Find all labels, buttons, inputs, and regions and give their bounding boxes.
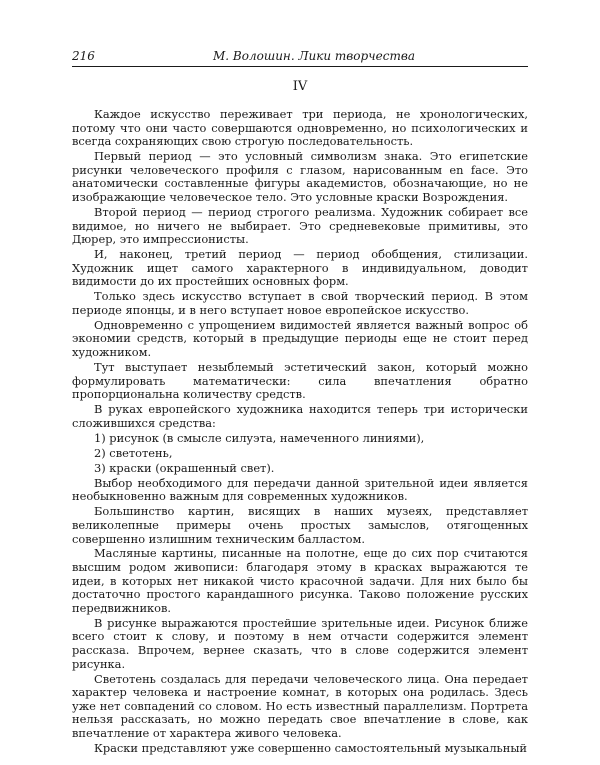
section-title: IV bbox=[292, 79, 308, 94]
list-item: 2) светотень, bbox=[94, 445, 173, 460]
paragraph: Тут выступает незыблемый эстетический закон, который можно формулировать математически: сила впечатления обратно пропорциональна количеству средств. bbox=[72, 360, 528, 402]
paragraph: И, наконец, третий период — период обобщения, стилизации. Художник ищет самого характерного в индивидуальном, доводит видимости до их простейших основных форм. bbox=[72, 247, 528, 289]
paragraph: В рисунке выражаются простейшие зрительные идеи. Рисунок ближе всего стоит к слову, и поэтому в нем отчасти содержится элемент рассказа. Впрочем, вернее сказать, что в слове содержится элемент рисунка. bbox=[72, 615, 528, 671]
paragraph: Каждое искусство переживает три периода, не хронологических, потому что они часто совершаются одновременно, но психологических и всегда сохраняющих свою строгую последовательность. bbox=[72, 107, 528, 149]
header-rule bbox=[72, 66, 528, 67]
paragraph: Светотень создалась для передачи человеческого лица. Она передает характер человека и настроение комнат, в которых она родилась. Здесь уже нет совпадений со словом. Но есть известный параллелизм. Портрета нельзя рассказать, но можно передать свое впечатление в слове, как впечатление от характера живого человека. bbox=[72, 671, 528, 740]
paragraph: Только здесь искусство вступает в свой творческий период. В этом периоде японцы, и в него вступает новое европейское искусство. bbox=[72, 289, 528, 317]
paragraph: Большинство картин, висящих в наших музеях, представляет великолепные примеры очень простых замыслов, отягощенных совершенно излишним техническим балластом. bbox=[72, 504, 528, 546]
paragraph: Выбор необходимого для передачи данной зрительной идеи является необыкновенно важным для современных художников. bbox=[72, 475, 528, 504]
body-text bbox=[72, 108, 528, 757]
list-item: 3) краски (окрашенный свет). bbox=[94, 460, 275, 475]
paragraph: Первый период — это условный символизм знака. Это египетские рисунки человеческого профиля с глазом, нарисованным en face. Это анатомически составленные фигуры академистов, обозначающие, но не изображающие человеческое тело. Это условные краски Возрождения. bbox=[72, 149, 528, 204]
paragraph: Второй период — период строгого реализма. Художник собирает все видимое, но ничего не выбирает. Это средневековые примитивы, это Дюрер, это импрессионисты. bbox=[72, 204, 528, 247]
paragraph: Краски представляют уже совершенно самостоятельный музыкальный bbox=[94, 740, 528, 755]
paragraph: Масляные картины, писанные на полотне, еще до сих пор считаются высшим родом живописи: благодаря этому в красках выражаются те идеи, в которых нет никакой чисто красочной задачи. Для них было бы достаточно простого карандашного рисунка. Таково положение русских передвижников. bbox=[72, 546, 528, 615]
paragraph: В руках европейского художника находится теперь три исторически сложившихся средства: bbox=[72, 402, 528, 430]
page-number: 216 bbox=[72, 49, 95, 63]
list-item: 1) рисунок (в смысле силуэта, намеченного линиями), bbox=[94, 430, 425, 445]
running-title: М. Волошин. Лики творчества bbox=[213, 49, 415, 63]
paragraph: Одновременно с упрощением видимостей является важный вопрос об экономии средств, который в предыдущие периоды еще не стоит перед художником. bbox=[72, 317, 528, 360]
